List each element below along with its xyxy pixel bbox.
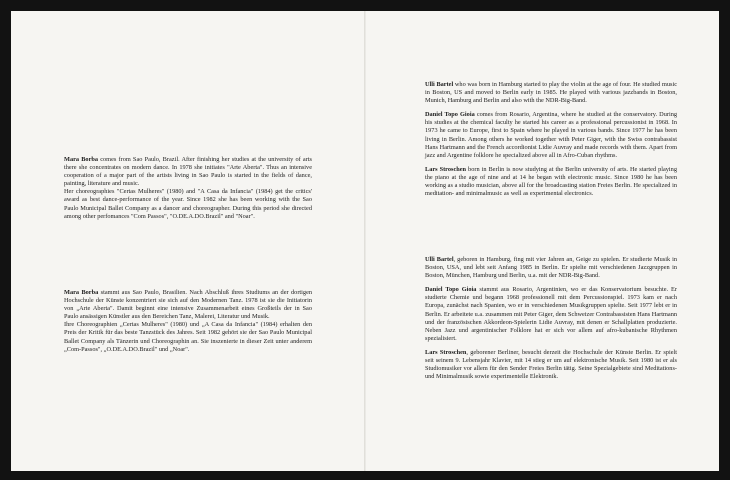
person-name: Ulli Bartel — [425, 256, 454, 263]
bio-text: stammt aus Rosario, Argentinien, wo er das Konservatorium besuchte. Er studierte Chemie und begann 1968 professionell mit dem Percussionspiel. 1973 kam er nach Europa, zunächst nach Spanien, wo er in verschiedenen Musikgruppen spielte. Seit 1977 lebt er in Berlin. Er arbeitete u.a. zusammen mit Peter Giger, dem Schweizer Contrabassisten Hans Hartmann und der französischen Akkordeon-Spielerin Lidie Auvray, mit denen er Schallplatten produzierte. Neben Jazz und argentinischer Folklore hat er sich vor allem auf afro-kubanische Rhythmen spezialisiert. — [425, 286, 677, 342]
musician-bios-english — [425, 81, 677, 198]
person-name: Mara Borba — [64, 289, 99, 296]
bio-paragraph — [425, 81, 677, 105]
bio-paragraph — [425, 166, 677, 198]
person-name: Daniel Topo Gioia — [425, 111, 475, 119]
mara-borba-bio-german — [64, 289, 312, 354]
bio-paragraph — [425, 349, 677, 381]
bio-paragraph — [425, 286, 677, 343]
bio-paragraph — [425, 256, 677, 280]
bio-text: comes from Rosario, Argentina, where he studied at the conservatory. During his studies at the chemical faculty he started his career as a professional percussionist in 1968. In 1973 he came to Europe, first to Spain where he played in various bands. Since 1977 he has been living in Berlin. Among others he worked together with Peter Giger, with the Swiss contrabassist Hans Hartmann and the French accordionist Lidie Auvray and made records with them. Apart from jazz and Argentine folklore he specialized above all in Afro-Cuban rhythms. — [425, 111, 678, 159]
bio-text: comes from Sao Paulo, Brazil. After finishing her studies at the university of arts there she concentrates on modern dance. In 1978 she initiates "Arte Aberta". Thus an intensive cooperation of a major part of the artists living in Sao Paulo is started in the fields of dance, painting, literature and music. — [64, 156, 313, 188]
left-page — [11, 11, 364, 471]
bio-paragraph — [425, 111, 677, 160]
mara-borba-bio-english — [64, 156, 312, 221]
bio-text: stammt aus Sao Paulo, Brasilien. Nach Abschluß ihres Studiums an der dortigen Hochschule der Künste konzentriert sie sich auf den Modernen Tanz. 1978 ist sie die Initiatorin von „Arte Aberta". Damit beginnt eine intensive Zusammenarbeit eines Großteils der in Sao Paulo ansässigen Künstler aus den Bereichen Tanz, Malerei, Literatur und Musik. — [64, 289, 313, 321]
bio-text: who was born in Hamburg started to play the violin at the age of four. He studied music in Boston, US and moved to Berlin early in 1985. He played with various jazzbands in Boston, Munich, Hamburg and Berlin and also with the NDR-Big-Band. — [425, 81, 677, 105]
bio-paragraph — [64, 289, 312, 321]
person-name: Daniel Topo Gioia — [425, 286, 477, 294]
bio-text: , geboren in Hamburg, fing mit vier Jahren an, Geige zu spielen. Er studierte Musik in Boston, USA, und lebt seit Anfang 1985 in Berlin. Er spielte mit verschiedenen Jazzgruppen in Boston, München, Hamburg und Berlin, u.a. mit der NDR-Big-Band. — [425, 256, 677, 280]
person-name: Mara Borba — [64, 156, 99, 163]
bio-text: born in Berlin is now studying at the Berlin university of arts. He started playing the piano at the age of nine and at 14 he began with electronic music. Since 1980 he has been working as a studio musician, above all for the broadcasting station Freies Berlin. He specialized in meditation- and minimalmusic as well as experimental electronics. — [425, 165, 677, 198]
musician-bios-german — [425, 256, 677, 381]
person-name: Lars Stroschen — [425, 348, 467, 356]
person-name: Ulli Bartel — [425, 81, 454, 88]
bio-paragraph: Ihre Choreographien „Certas Mulheres" (1980) und „A Casa da Infancia" (1984) erhalten den Preis der Kritik für das beste Tanzstück des Jahres. Seit 1982 gehört sie der Sao Paulo Municipal Ballet Company als Tänzerin und Choreographin an. Sie inszenierte in dieser Zeit unter anderem „Com-Passos", „O.DE.A.DO.Brazil" und „Noar". — [64, 321, 312, 353]
bio-paragraph: Her choreographies "Certas Mulheres" (1980) and "A Casa da Infancia" (1984) get the critics' award as best dance-performance of the year. Since 1982 she has been working with the Sao Paulo Municipal Ballet Company as a dancer and choreographer. During this period she directed among other perfomances "Com Passos", "O.DE.A.DO.Brazil" and "Noar". — [64, 188, 312, 220]
right-page — [366, 11, 719, 471]
bio-paragraph — [64, 156, 312, 188]
bio-text: , geborener Berliner, besucht derzeit die Hochschule der Künste Berlin. Er spielt seit seinem 9. Lebensjahr Klavier, mit 14 stieg er um auf elektronische Musik. Seit 1980 ist er als Studiomusiker vor allem für den Sender Freies Berlin tätig. Seine Spezialgebiete sind Meditations- und Minimalmusik sowie experimentelle Elektronik. — [425, 348, 677, 381]
person-name: Lars Stroschen — [425, 165, 467, 173]
book-spread — [11, 11, 719, 471]
